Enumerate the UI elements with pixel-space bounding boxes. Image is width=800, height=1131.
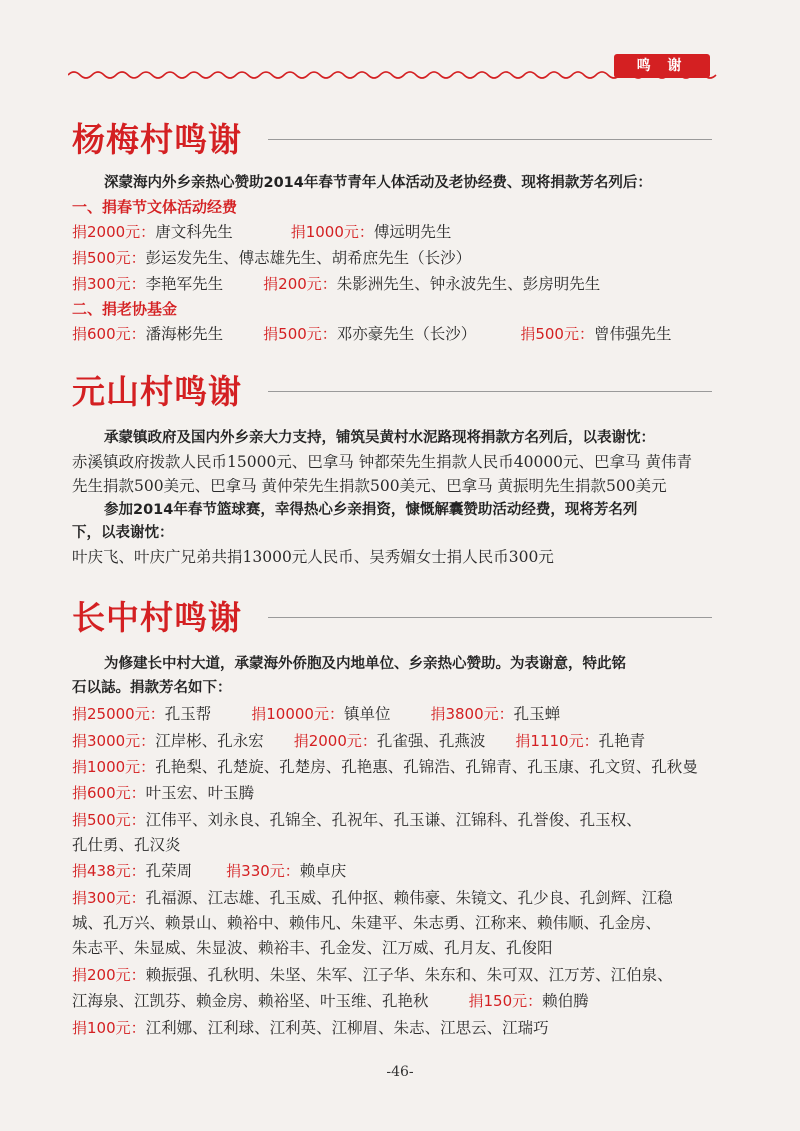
amount-label: 捐10000元： [251, 705, 344, 723]
donation-row [72, 323, 712, 345]
amount-label: 捐1110元： [515, 732, 599, 750]
amount-label: 捐150元： [468, 992, 543, 1010]
amount-label: 捐3000元： [72, 732, 156, 750]
donor-names: 孔玉帮 [164, 705, 212, 723]
amount-label: 捐500元： [72, 811, 146, 829]
donor-names: 傅远明先生 [373, 223, 452, 241]
donor-names: 赖伯腾 [542, 992, 589, 1010]
donation-row [72, 990, 712, 1012]
donation-row [72, 1017, 712, 1039]
intro-text: 石以誌。捐款芳名如下： [72, 680, 232, 696]
donor-names: 城、孔万兴、赖景山、赖裕中、赖伟凡、朱建平、朱志勇、江称来、赖伟顺、孔金房、 [72, 914, 662, 932]
title-rule [268, 139, 712, 140]
body-text: 赤溪镇政府拨款人民币15000元、巴拿马 钟都荣先生捐款人民币40000元、巴拿马 黄伟青 [72, 453, 692, 471]
donor-names: 孔艳梨、孔楚旋、孔楚房、孔艳惠、孔锦浩、孔锦青、孔玉康、孔文贸、孔秋曼 [155, 758, 698, 776]
section-title-yangmei: 杨梅村鸣谢 [72, 120, 242, 159]
donor-names: 孔仕勇、孔汉炎 [72, 836, 181, 854]
donor-names: 潘海彬先生 [145, 325, 224, 343]
donation-row [72, 860, 712, 882]
subheading: 二、捐老协基金 [72, 300, 178, 318]
donor-names: 江岸彬、孔永宏 [155, 732, 264, 750]
amount-label: 捐1000元： [72, 758, 156, 776]
amount-label: 捐600元： [72, 784, 146, 802]
title-rule [268, 617, 712, 618]
amount-label: 捐2000元： [72, 223, 156, 241]
donor-names: 邓亦豪先生（长沙） [336, 325, 477, 343]
amount-label: 捐500元： [520, 325, 594, 343]
donor-names: 江海泉、江凯芬、赖金房、赖裕坚、叶玉维、孔艳秋 [72, 992, 429, 1010]
body-text: 叶庆飞、叶庆广兄弟共捐13000元人民币、吴秀媚女士捐人民币300元 [72, 548, 554, 566]
amount-label: 捐3800元： [430, 705, 514, 723]
donor-names: 朱影洲先生、钟永波先生、彭房明先生 [336, 275, 601, 293]
header-tab: 鸣 谢 [614, 54, 710, 78]
donor-names: 孔雀强、孔燕波 [376, 732, 486, 750]
donor-names: 孔玉蝉 [513, 705, 561, 723]
amount-label: 捐1000元： [290, 223, 374, 241]
donor-names: 李艳军先生 [145, 275, 224, 293]
donation-row [72, 809, 712, 831]
intro-text: 下，以表谢忱： [72, 525, 174, 541]
amount-label: 捐300元： [72, 889, 146, 907]
donation-row [72, 247, 712, 269]
donor-names: 孔福源、江志雄、孔玉威、孔仲抠、赖伟豪、朱镜文、孔少良、孔剑辉、江稳 [145, 889, 673, 907]
amount-label: 捐600元： [72, 325, 146, 343]
donor-names: 曾伟强先生 [593, 325, 672, 343]
donation-row [72, 730, 712, 752]
subheading: 一、捐春节文体活动经费 [72, 198, 238, 216]
donor-names: 江伟平、刘永良、孔锦全、孔祝年、孔玉谦、江锦科、孔誉俊、孔玉权、 [145, 811, 642, 829]
donor-names: 唐文科先生 [155, 223, 233, 241]
intro-text: 深蒙海内外乡亲热心赞助2014年春节青年人体活动及老协经费、现将捐款芳名列后： [104, 175, 652, 191]
donation-row [72, 756, 712, 778]
section-title-changzhong: 长中村鸣谢 [72, 598, 242, 637]
donor-names: 孔荣周 [145, 862, 193, 880]
amount-label: 捐200元： [263, 275, 337, 293]
donor-names: 孔艳青 [598, 732, 646, 750]
donation-row [72, 221, 712, 243]
donation-row [72, 887, 712, 909]
donor-names: 叶玉宏、叶玉腾 [145, 784, 255, 802]
donor-names: 江利娜、江利球、江利英、江柳眉、朱志、江思云、江瑞巧 [145, 1019, 549, 1037]
donor-names: 赖卓庆 [299, 862, 347, 880]
page-number: -46- [386, 1064, 414, 1080]
intro-text: 参加2014年春节篮球赛，幸得热心乡亲捐资，慷慨解囊赞助活动经费，现将芳名列 [104, 502, 638, 518]
donor-names: 彭运发先生、傅志雄先生、胡希庶先生（长沙） [145, 249, 472, 267]
amount-label: 捐330元： [226, 862, 300, 880]
amount-label: 捐200元： [72, 966, 146, 984]
donation-row [72, 782, 712, 804]
amount-label: 捐2000元： [293, 732, 377, 750]
amount-label: 捐25000元： [72, 705, 165, 723]
amount-label: 捐500元： [72, 249, 146, 267]
amount-label: 捐300元： [72, 275, 146, 293]
section-title-yuanshan: 元山村鸣谢 [72, 372, 242, 411]
intro-text: 承蒙镇政府及国内外乡亲大力支持，铺筑吴黄村水泥路现将捐款方名列后，以表谢忱： [104, 430, 655, 446]
donation-row [72, 703, 712, 725]
amount-label: 捐500元： [263, 325, 337, 343]
donor-names: 赖振强、孔秋明、朱坚、朱军、江子华、朱东和、朱可双、江万芳、江伯泉、 [145, 966, 673, 984]
amount-label: 捐438元： [72, 862, 146, 880]
amount-label: 捐100元： [72, 1019, 146, 1037]
donor-names: 镇单位 [343, 705, 391, 723]
donation-row [72, 273, 712, 295]
body-text: 先生捐款500美元、巴拿马 黄仲荣先生捐款500美元、巴拿马 黄振明先生捐款500美元 [72, 477, 667, 495]
title-rule [268, 391, 712, 392]
donor-names: 朱志平、朱显威、朱显波、赖裕丰、孔金发、江万威、孔月友、孔俊阳 [72, 939, 553, 957]
donation-row [72, 964, 712, 986]
intro-text: 为修建长中村大道，承蒙海外侨胞及内地单位、乡亲热心赞助。为表谢意，特此铭 [104, 656, 626, 672]
